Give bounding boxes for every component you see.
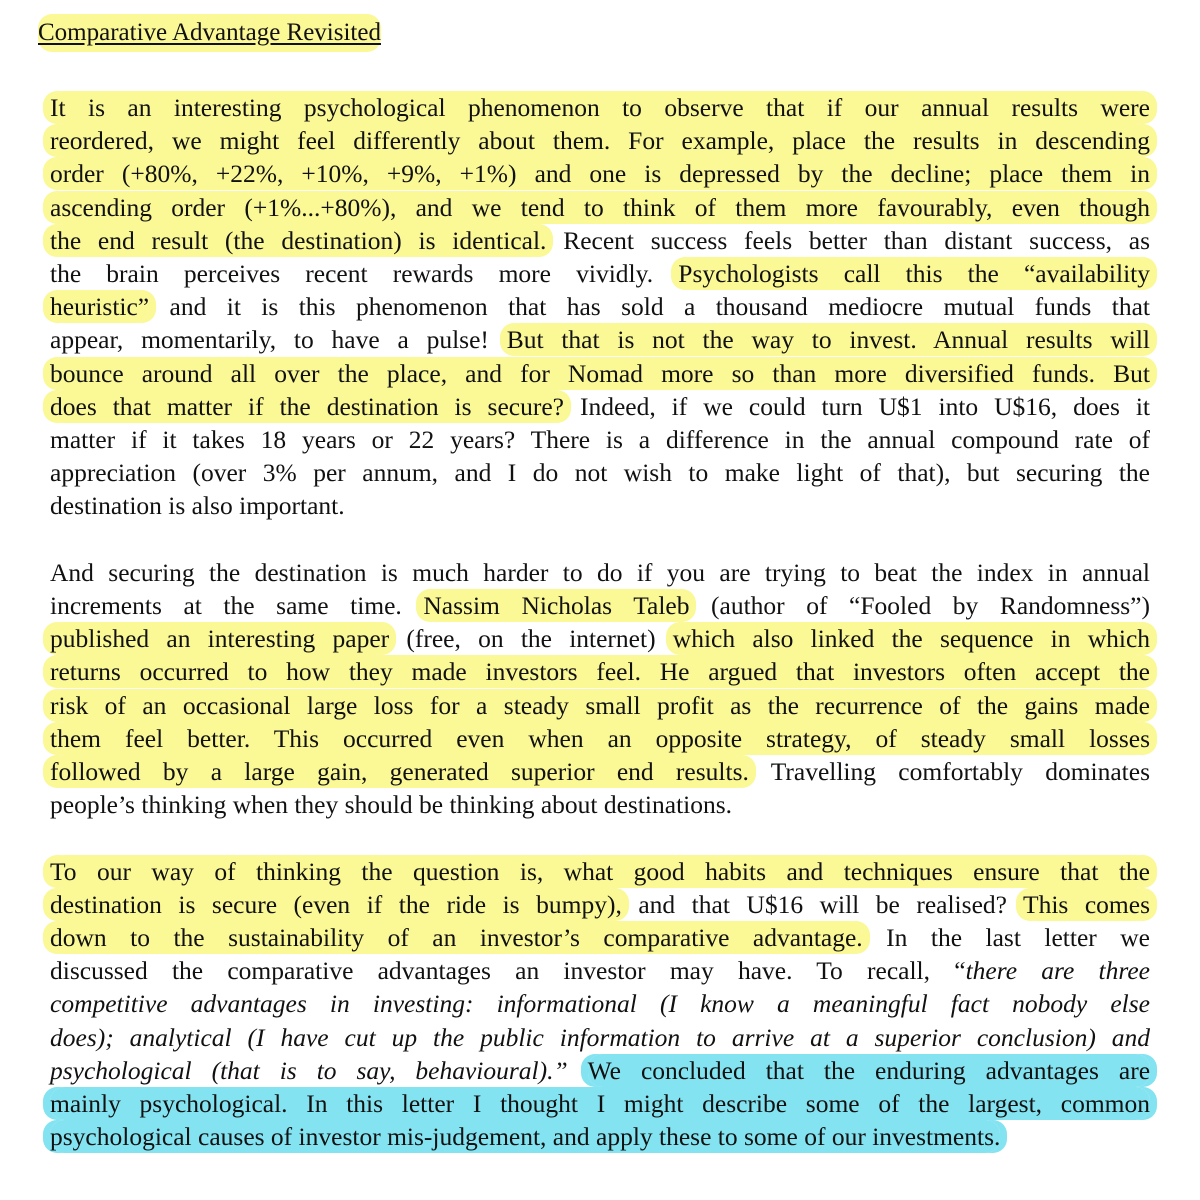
- text-line: [50, 257, 1150, 291]
- highlighted-text: mainly psychological. In this letter I thought I might describe some of the largest, common: [50, 1089, 1150, 1118]
- highlighted-text: which also linked the sequence in which: [672, 624, 1151, 653]
- text-line: [50, 689, 1150, 723]
- text-line: [50, 722, 1150, 756]
- text-line: [50, 290, 1150, 324]
- text-segment: people’s thinking when they should be thinking about destinations.: [50, 790, 733, 819]
- highlighted-text: risk of an occasional large loss for a steady small profit as the recurrence of the gains made: [50, 691, 1150, 720]
- italic-text: does); analytical (I have cut up the public information to arrive at a superior conclusion) and: [50, 1023, 1150, 1052]
- text-line: [50, 855, 1150, 889]
- text-line: [50, 589, 1150, 623]
- highlighted-text: returns occurred to how they made investors feel. He argued that investors often accept the: [50, 657, 1150, 686]
- text-line: [50, 1120, 1150, 1154]
- text-segment: (free, on the internet): [389, 624, 673, 653]
- text-line: [50, 423, 1150, 457]
- text-line: [50, 224, 1150, 258]
- text-segment: matter if it takes 18 years or 22 years? There is a difference in the annual compound rate of: [50, 425, 1150, 454]
- text-line: [50, 954, 1150, 988]
- text-line: [50, 456, 1150, 490]
- text-segment: the brain perceives recent rewards more vividly.: [50, 259, 679, 288]
- text-line: [50, 1054, 1150, 1088]
- text-segment: destination is also important.: [50, 491, 345, 520]
- text-line: [50, 921, 1150, 955]
- highlighted-text: We concluded that the enduring advantages are: [587, 1056, 1151, 1085]
- highlighted-text: heuristic”: [50, 292, 150, 321]
- text-line: [50, 788, 1150, 822]
- text-segment: Indeed, if we could turn U$1 into U$16, does it: [563, 392, 1151, 421]
- text-line: [50, 390, 1150, 424]
- text-line: [50, 1087, 1150, 1121]
- text-line: [50, 124, 1150, 158]
- text-line: [50, 622, 1150, 656]
- text-segment: (author of “Fooled by Randomness”): [689, 591, 1150, 620]
- text-line: [50, 191, 1150, 225]
- text-segment: In the last letter we: [862, 923, 1151, 952]
- highlighted-text: To our way of thinking the question is, what good habits and techniques ensure that the: [50, 857, 1150, 886]
- text-segment: and that U$16 will be realised?: [621, 890, 1024, 919]
- text-segment: Recent success feels better than distant success, as: [546, 226, 1151, 255]
- highlighted-text: psychological causes of investor mis-judgement, and apply these to some of our investments.: [50, 1122, 1001, 1151]
- highlighted-text: reordered, we might feel differently about them. For example, place the results in descending: [50, 126, 1150, 155]
- text-line: [50, 655, 1150, 689]
- highlighted-text: the end result (the destination) is identical.: [50, 226, 547, 255]
- italic-text: psychological (that is to say, behavioural).”: [50, 1056, 588, 1085]
- text-line: [50, 489, 1150, 523]
- highlighted-text: It is an interesting psychological phenomenon to observe that if our annual results were: [50, 93, 1150, 122]
- text-line: [50, 157, 1150, 191]
- text-line: [50, 91, 1150, 125]
- highlighted-text: bounce around all over the place, and for Nomad more so than more diversified funds. But: [50, 359, 1150, 388]
- text-line: [50, 755, 1150, 789]
- highlighted-text: followed by a large gain, generated superior end results.: [50, 757, 749, 786]
- text-segment: appreciation (over 3% per annum, and I do not wish to make light of that), but securing the: [50, 458, 1150, 487]
- highlighted-text: This comes: [1023, 890, 1151, 919]
- highlighted-text: does that matter if the destination is secure?: [50, 392, 564, 421]
- highlighted-text: destination is secure (even if the ride is bumpy),: [50, 890, 622, 919]
- highlighted-text: Nassim Nicholas Taleb: [423, 591, 690, 620]
- italic-text: there are three: [965, 956, 1150, 985]
- highlighted-text: down to the sustainability of an investor’s comparative advantage.: [50, 923, 863, 952]
- highlighted-text: published an interesting paper: [50, 624, 390, 653]
- highlighted-text: ascending order (+1%...+80%), and we tend to think of them more favourably, even though: [50, 193, 1150, 222]
- text-line: [50, 1021, 1150, 1055]
- text-line: [50, 357, 1150, 391]
- highlighted-text: order (+80%, +22%, +10%, +9%, +1%) and one is depressed by the decline; place them in: [50, 159, 1150, 188]
- text-segment: increments at the same time.: [50, 591, 424, 620]
- text-line: [50, 888, 1150, 922]
- highlighted-text: Psychologists call this the “availability: [678, 259, 1150, 288]
- text-line: [50, 987, 1150, 1021]
- text-segment: appear, momentarily, to have a pulse!: [50, 325, 507, 354]
- text-segment: Travelling comfortably dominates: [748, 757, 1151, 786]
- text-line: [50, 556, 1150, 590]
- highlighted-text: But that is not the way to invest. Annual results will: [506, 325, 1150, 354]
- document-heading: Comparative Advantage Revisited: [38, 14, 381, 52]
- text-segment: and it is this phenomenon that has sold a thousand mediocre mutual funds that: [149, 292, 1150, 321]
- italic-text: competitive advantages in investing: informational (I know a meaningful fact nobody else: [50, 989, 1150, 1018]
- text-segment: And securing the destination is much harder to do if you are trying to beat the index in annual: [50, 558, 1150, 587]
- highlighted-text: them feel better. This occurred even when an opposite strategy, of steady small losses: [50, 724, 1150, 753]
- text-segment: discussed the comparative advantages an investor may have. To recall, “: [50, 956, 966, 985]
- text-line: [50, 323, 1150, 357]
